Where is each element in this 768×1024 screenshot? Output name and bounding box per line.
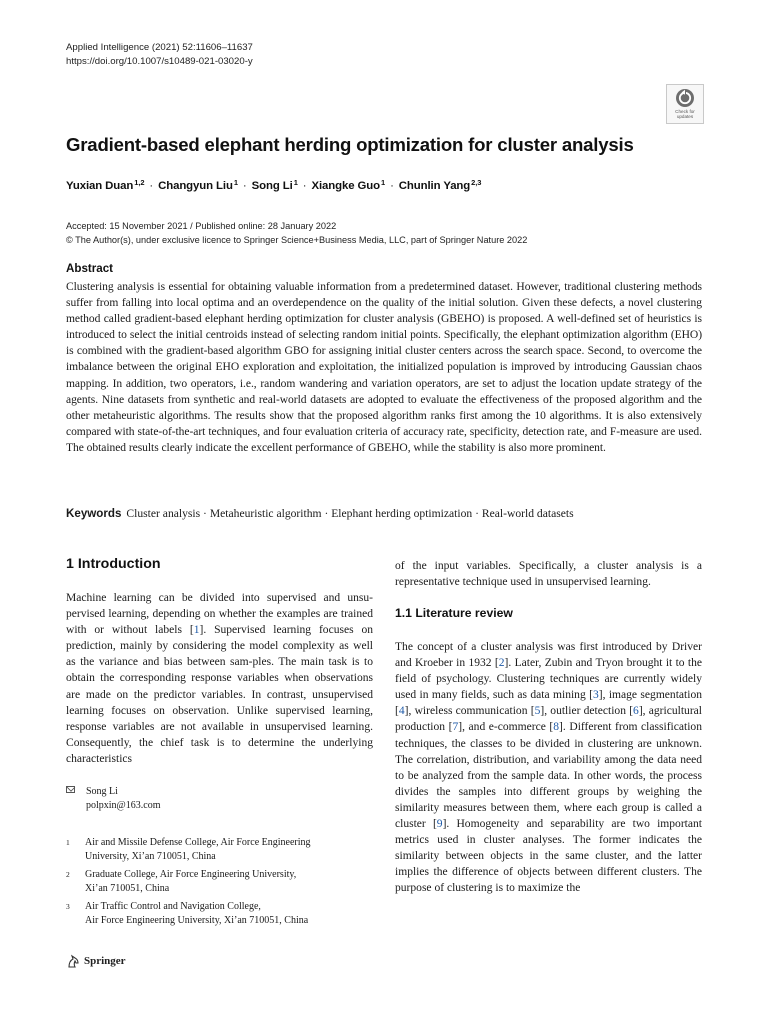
publication-dates xyxy=(66,220,527,247)
affiliation-line: Graduate College, Air Force Engineering University, xyxy=(85,869,297,880)
author-separator: · xyxy=(390,180,394,192)
springer-logo xyxy=(66,954,126,968)
corresponding-author: Song Li xyxy=(86,786,118,797)
check-for-updates-badge[interactable] xyxy=(666,84,704,124)
badge-line-1: Check for xyxy=(675,109,695,114)
introduction-paragraph: Machine learning can be divided into supervised and unsu-pervised learning, depending on whether the examples are trained with or without labels [1]. Supervised learning focuses on prediction, mainly by considering the model complexity as well as the variance and bias between sam-ples. The main task is to obtain the corresponding response variables when observations are made on the predictor variables. In contrast, unsupervised learning focuses on observation. Unlike supervised learning, response variables are not available in unsupervised learning. Consequently, the chief task is to determine the underlying characteristics xyxy=(66,592,373,765)
journal-citation xyxy=(66,41,253,69)
doi-link[interactable]: https://doi.org/10.1007/s10489-021-03020-y xyxy=(66,56,253,67)
literature-review-paragraph: The concept of a cluster analysis was first introduced by Driver and Kroeber in 1932 [2]. Later, Zubin and Tryon brought it to the field of psychology. Clustering techniques are currently widely used in many fields, such as data mining [3], image segmentation [4], wireless communication [5], outlier detection [6], agricultural production [7], and e-commerce [8]. Different from classification techniques, the classes to be divided in clustering are unknown. The correlation, distribution, and variability among the data need to be analyzed from the sample data. In other words, the process divides the samples into different groups by weighing the similarity measures between them, where each group is called a cluster [9]. Homogeneity and separability are two important metrics used in cluster analyses. The former indicates the similarity between objects in the same cluster, and the latter implies the difference of objects between different clusters. The purpose of clustering is to maximize the xyxy=(395,641,703,895)
section-heading-introduction: 1 Introduction xyxy=(66,556,161,572)
check-for-updates-icon xyxy=(675,88,695,108)
author-name[interactable]: Chunlin Yang xyxy=(398,180,471,192)
author-name[interactable]: Xiangke Guo xyxy=(311,180,380,192)
author-separator: · xyxy=(149,180,154,192)
envelope-icon xyxy=(66,786,75,793)
author-affiliation-number: 2,3 xyxy=(471,178,482,187)
corresponding-email[interactable]: polpxin@163.com xyxy=(86,800,161,811)
affiliation-line: Air Force Engineering University, Xi’an 710051, China xyxy=(85,914,309,926)
author-separator: · xyxy=(242,180,247,192)
affiliation-line: Air and Missile Defense College, Air Force Engineering xyxy=(85,837,311,848)
author-name[interactable]: Yuxian Duan xyxy=(66,180,134,192)
abstract-heading: Abstract xyxy=(66,262,114,275)
author-affiliation-number: 1 xyxy=(293,178,298,187)
author-name[interactable]: Changyun Liu xyxy=(158,180,233,192)
author-affiliation-number: 1 xyxy=(233,178,238,187)
keywords xyxy=(66,507,574,520)
keywords-list: Cluster analysis · Metaheuristic algorithm · Elephant herding optimization · Real-world datasets xyxy=(126,507,574,520)
affiliation-line: University, Xi’an 710051, China xyxy=(85,850,216,862)
journal-reference: Applied Intelligence (2021) 52:11606–11637 xyxy=(66,42,253,53)
paper-title: Gradient-based elephant herding optimization for cluster analysis xyxy=(66,134,634,155)
affiliation-number: 2 xyxy=(66,870,70,879)
author-list xyxy=(66,178,481,192)
copyright-line: © The Author(s), under exclusive licence to Springer Science+Business Media, LLC, part of Springer Nature 2022 xyxy=(66,234,528,245)
author-affiliation-number: 1 xyxy=(381,178,386,187)
author-affiliation-number: 1,2 xyxy=(134,178,145,187)
section-heading-literature-review: 1.1 Literature review xyxy=(395,606,513,620)
badge-text xyxy=(675,109,695,119)
author-separator: · xyxy=(302,180,307,192)
accepted-published-line: Accepted: 15 November 2021 / Published online: 28 January 2022 xyxy=(66,221,337,231)
abstract-text: Clustering analysis is essential for obtaining valuable information from a predetermined dataset. However, traditional clustering methods suffer from falling into local optima and an overdependence on the quality of the initial solution. Given these defects, a novel clustering method called gradient-based elephant herding optimization for cluster analysis (GBEHO) is proposed. A well-defined set of heuristics is introduced to select the initial centroids instead of selecting random initial points. Specifically, the elephant optimization algorithm (EHO) is combined with the gradient-based algorithm GBO for assigning initial cluster centers across the search space. Second, to overcome the imbalance between the original EHO exploration and exploitation, the initialized population is improved by introducing Gaussian chaos mapping. In addition, two operators, i.e., random wandering and variation operators, are set to adjust the location update strategy of the agents. Nine datasets from synthetic and real-world datasets are adopted to evaluate the effectiveness of the proposed algorithm and the other metaheuristic algorithms. The results show that the proposed algorithm ranks first among the 10 algorithms. It is also extensively compared with state-of-the-art techniques, and four evaluation criteria of accuracy rate, specificity, detection rate, and F-measure are used. The obtained results clearly indicate the excellent performance of GBEHO, while the stability is also more prominent. xyxy=(66,281,702,454)
badge-line-2: updates xyxy=(676,114,694,119)
affiliation-line: Xi’an 710051, China xyxy=(85,882,170,894)
affiliation-number: 3 xyxy=(66,902,70,911)
introduction-continuation: of the input variables. Specifically, a cluster analysis is a representative technique used in unsupervised learning. xyxy=(395,560,702,589)
keywords-heading: Keywords xyxy=(66,507,122,520)
springer-horse-icon xyxy=(66,954,80,968)
publisher-name: Springer xyxy=(84,955,126,967)
author-name[interactable]: Song Li xyxy=(251,180,293,192)
affiliation-line: Air Traffic Control and Navigation College, xyxy=(85,901,261,912)
affiliation-number: 1 xyxy=(66,838,70,847)
